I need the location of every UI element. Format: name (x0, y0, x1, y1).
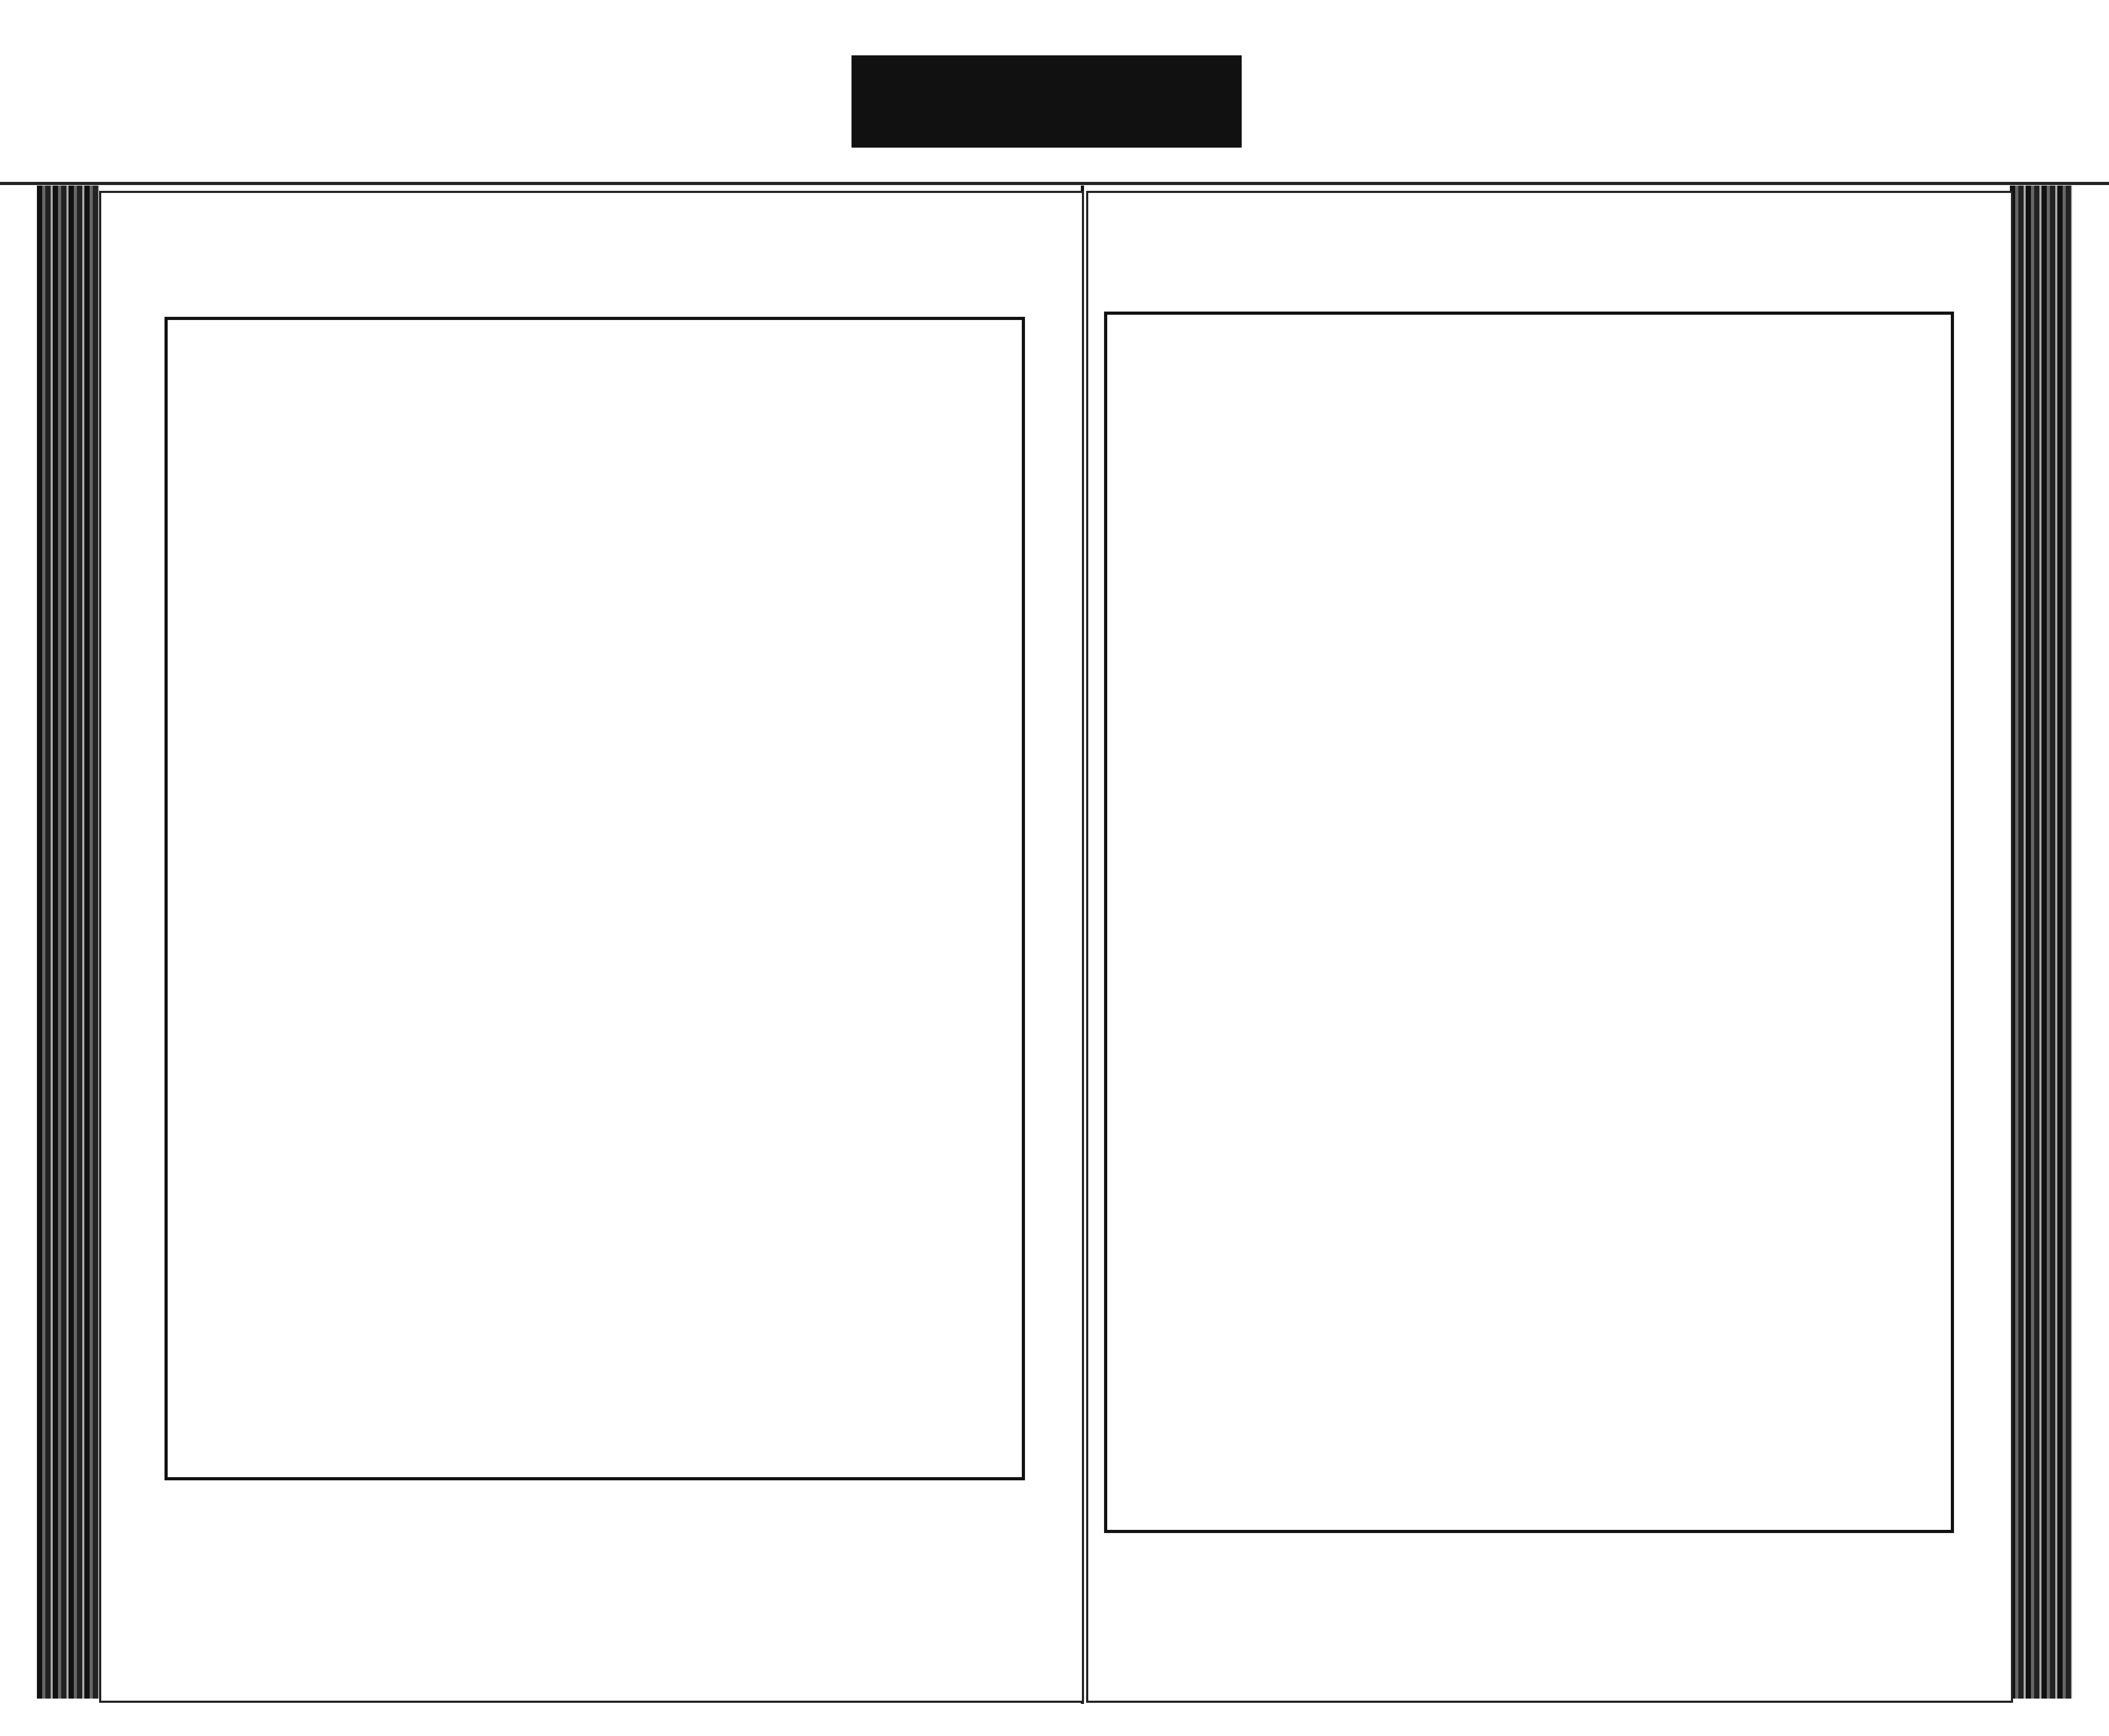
right-page-edges (2010, 186, 2072, 1699)
page-number-badge (852, 55, 1242, 148)
left-page (99, 191, 1084, 1703)
open-book (37, 186, 2072, 1704)
left-page-edges (37, 186, 99, 1699)
right-columns (1115, 324, 1943, 1520)
right-text-frame (1104, 312, 1954, 1533)
left-text-frame (165, 317, 1025, 1480)
left-columns (175, 329, 1014, 1468)
top-rule (0, 182, 2109, 185)
right-page (1086, 191, 2013, 1703)
